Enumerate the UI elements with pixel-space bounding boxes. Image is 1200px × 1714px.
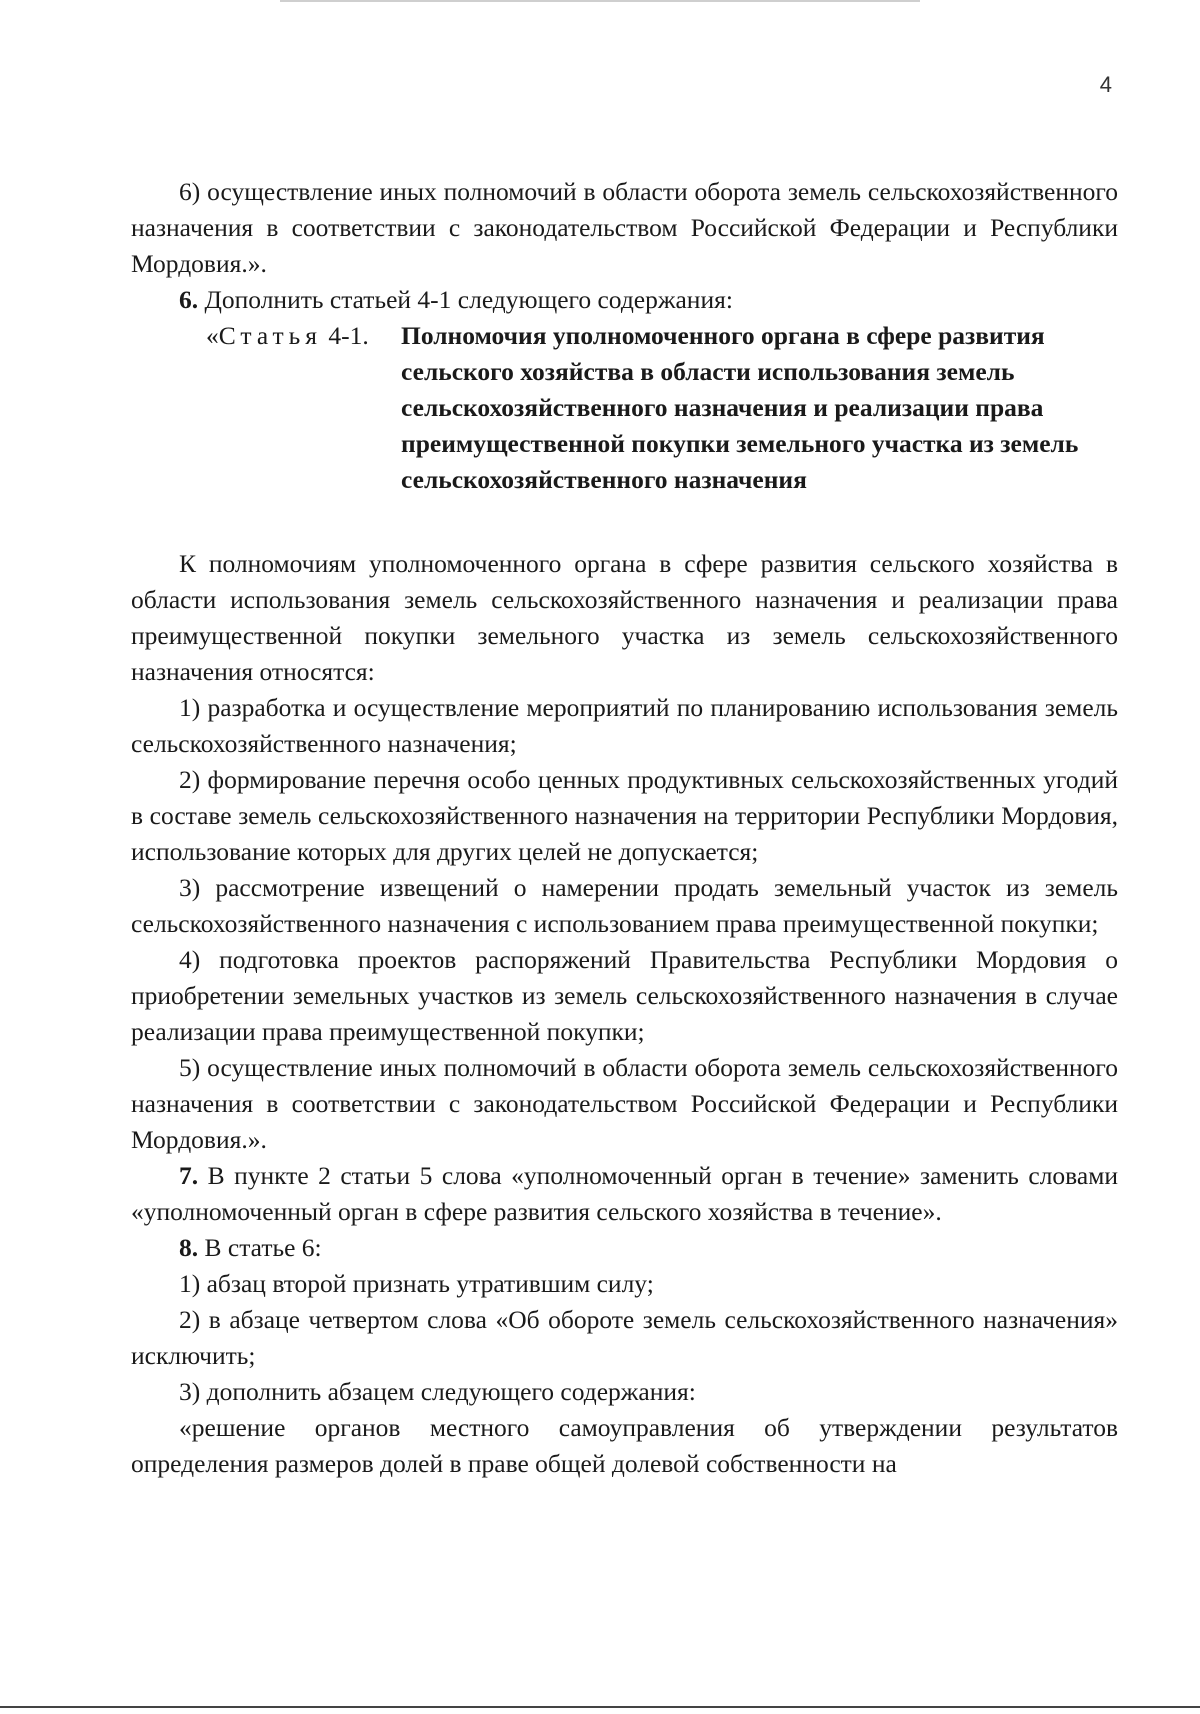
scan-edge-bottom — [0, 1706, 1200, 1708]
amendment-number: 6. — [179, 285, 199, 314]
article-title: Полномочия уполномоченного органа в сфере развития сельского хозяйства в области использования земель сельскохозяйственного назначения и реализации права преимущественной покупки земельного участка из земель сельскохозяйственного назначения — [401, 321, 1079, 494]
amendment-number: 8. — [179, 1233, 199, 1262]
list-item: 1) абзац второй признать утратившим силу; — [179, 1269, 654, 1298]
list-item: 2) формирование перечня особо ценных продуктивных сельскохозяйственных угодий в составе земель сельскохозяйственного назначения на территории Республики Мордовия, использование которых для других целей не допускается; — [131, 765, 1118, 866]
amendment-text: В статье 6: — [198, 1233, 322, 1262]
paragraph-quote-start: «решение органов местного самоуправления об утверждении результатов определения размеров долей в праве общей долевой собственности на — [131, 1413, 1118, 1478]
list-item: 4) подготовка проектов распоряжений Правительства Республики Мордовия о приобретении земельных участков из земель сельскохозяйственного назначения в случае реализации права преимущественной покупки; — [131, 945, 1118, 1046]
article-word: Статья — [218, 321, 323, 350]
list-item: 3) рассмотрение извещений о намерении продать земельный участок из земель сельскохозяйственного назначения с использованием права преимущественной покупки; — [131, 873, 1118, 938]
amendment-text: Дополнить статьей 4-1 следующего содержания: — [198, 285, 733, 314]
paragraph-amendment-6 — [131, 282, 1118, 318]
list-item: 2) в абзаце четвертом слова «Об обороте земель сельскохозяйственного назначения» исключить; — [131, 1305, 1118, 1370]
section-article-body — [131, 546, 1118, 1482]
article-number: 4-1. — [322, 321, 369, 350]
list-item: 3) дополнить абзацем следующего содержания: — [179, 1377, 696, 1406]
list-item: 5) осуществление иных полномочий в области оборота земель сельскохозяйственного назначения в соответствии с законодательством Российской Федерации и Республики Мордовия.». — [131, 1053, 1118, 1154]
section-top — [131, 174, 1118, 318]
paragraph-amendment-7 — [131, 1158, 1118, 1230]
paragraph-item-6-previous: 6) осуществление иных полномочий в области оборота земель сельскохозяйственного назначения в соответствии с законодательством Российской Федерации и Республики Мордовия.». — [131, 177, 1118, 278]
article-heading — [206, 318, 1118, 498]
paragraph-intro: К полномочиям уполномоченного органа в сфере развития сельского хозяйства в области использования земель сельскохозяйственного назначения и реализации права преимущественной покупки земельного участка из земель сельскохозяйственного назначения относятся: — [131, 549, 1118, 686]
paragraph-amendment-8 — [131, 1230, 1118, 1266]
list-item: 1) разработка и осуществление мероприятий по планированию использования земель сельскохозяйственного назначения; — [131, 693, 1118, 758]
amendment-number: 7. — [179, 1161, 199, 1190]
amendment-text: В пункте 2 статьи 5 слова «уполномоченный орган в течение» заменить словами «уполномоченный орган в сфере развития сельского хозяйства в течение». — [131, 1161, 1118, 1226]
page-number: 4 — [1099, 72, 1112, 97]
article-label: «Статья 4-1. — [206, 321, 369, 350]
scan-edge-top — [280, 0, 920, 2]
